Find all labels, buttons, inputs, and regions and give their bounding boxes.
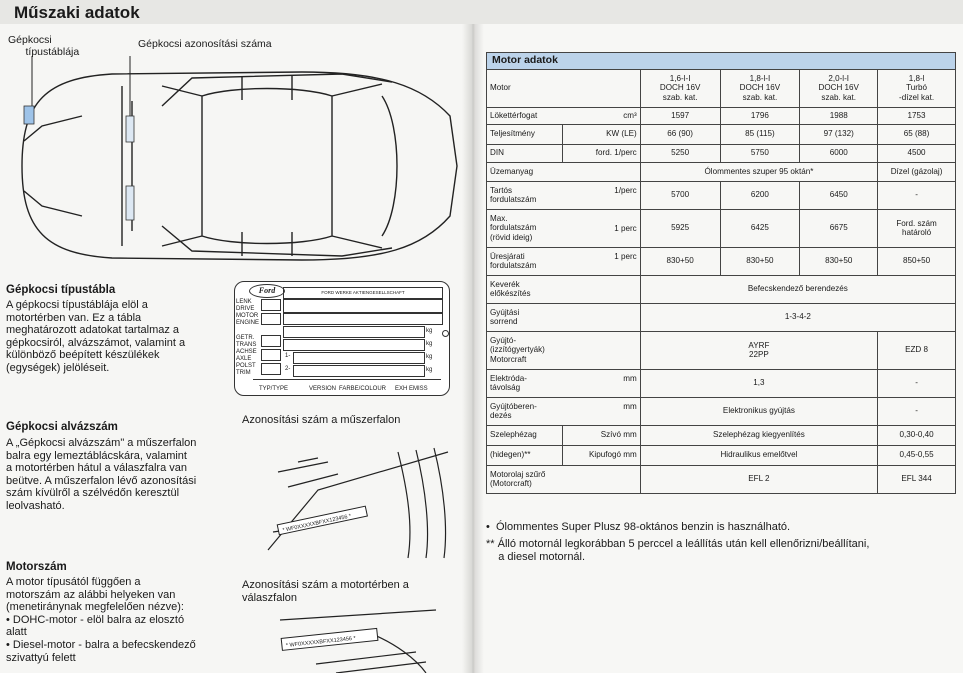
table-cell: Befecskendező berendezés <box>640 275 955 303</box>
table-cell: 1988 <box>800 107 878 124</box>
row-valve-cold-label: (hidegen)** <box>487 445 563 465</box>
table-cell: 830+50 <box>640 247 720 275</box>
row-valve-intake-unit: Szívó mm <box>562 425 640 445</box>
row-valve-clearance-label: Szelephézag <box>487 425 563 445</box>
plate-kg-1: kg <box>426 328 433 334</box>
plate-row-trim: POLST TRIM <box>236 363 256 376</box>
row-motor-label: Motor <box>487 69 641 107</box>
row-continuous-rpm-label: Tartós fordulatszám <box>490 185 537 205</box>
row-valve-exhaust-unit: Kipufogó mm <box>562 445 640 465</box>
vin-label: Gépkocsi azonosítási száma <box>138 38 272 50</box>
plate-kg-3: kg <box>426 354 433 360</box>
table-cell: 6000 <box>800 144 878 162</box>
table-cell: 66 (90) <box>640 124 720 144</box>
row-oil-filter-label: Motorolaj szűrő (Motorcraft) <box>487 465 641 493</box>
plate-footer-version: VERSION <box>309 386 337 392</box>
plate-rivet-icon <box>442 330 449 337</box>
plate-num-2: 2- <box>285 366 291 372</box>
table-cell: 4500 <box>878 144 956 162</box>
engine-col-4: 1,8-l Turbó -dízel kat. <box>878 69 956 107</box>
ford-logo: Ford <box>249 284 285 298</box>
row-max-rpm-label: Max. fordulatszám (rövid ideig) <box>490 213 537 242</box>
table-cell: 0,45-0,55 <box>878 445 956 465</box>
table-cell: - <box>878 181 956 209</box>
engine-col-1: 1,6-l-I DOCH 16V szab. kat. <box>640 69 720 107</box>
row-fuel-label: Üzemanyag <box>487 162 641 181</box>
plate-row-axle: ACHSE AXLE <box>236 349 257 362</box>
dashboard-vin-sketch <box>258 432 458 562</box>
plate-num-1: 1- <box>285 353 291 359</box>
table-cell: 830+50 <box>800 247 878 275</box>
vin-marker <box>126 116 134 142</box>
footnote-valve-cont: a diesel motornál. <box>486 551 586 563</box>
table-cell: 6675 <box>800 209 878 247</box>
row-idle-rpm-unit: 1 perc <box>614 252 637 262</box>
table-cell: 1796 <box>720 107 800 124</box>
row-ignition-unit: mm <box>623 402 637 412</box>
table-cell: Szelephézag kiegyenlítés <box>640 425 877 445</box>
table-cell: 1597 <box>640 107 720 124</box>
vin-marker-lower <box>126 186 134 220</box>
engine-col-2: 1,8-l-I DOCH 16V szab. kat. <box>720 69 800 107</box>
footnote-fuel: • Ólommentes Super Plusz 98-oktános benzin is használható. <box>486 521 791 533</box>
section-text-engine-number: A motor típusától függően a motorszám az alábbi helyeken van (menetiránynak megfelelően nézve): • DOHC-motor - elöl balra az elosztó alatt • Diesel-motor - balra a befecskendező szivattyú felett <box>6 576 196 664</box>
footnote-valve: ** Álló motornál legkorábban 5 perccel a leállítás után kell ellenőrizni/beállítani, <box>486 538 870 550</box>
caption-bulkhead-vin: Azonosítási szám a motortérben a válaszfalon <box>242 579 409 604</box>
plate-header: FORD WERKE AKTIENGESELLSCHAFT <box>283 287 443 299</box>
table-cell: Elektronikus gyújtás <box>640 397 877 425</box>
bulkhead-vin-sketch <box>276 604 460 673</box>
table-cell: Hidraulikus emelőtvel <box>640 445 877 465</box>
nameplate-label: Gépkocsi típustáblája <box>8 34 80 58</box>
table-cell: 5750 <box>720 144 800 162</box>
car-top-view-diagram <box>2 56 462 266</box>
table-cell: 5700 <box>640 181 720 209</box>
nameplate-marker <box>24 106 34 124</box>
table-cell: Ford. szám határoló <box>878 209 956 247</box>
engine-data-table <box>486 52 956 494</box>
table-cell: 6425 <box>720 209 800 247</box>
table-cell: Dízel (gázolaj) <box>878 162 956 181</box>
svg-text:* WF0XXXXXBFXX123456 *: * WF0XXXXXBFXX123456 * <box>285 635 356 649</box>
plate-row-drive: LENK DRIVE <box>236 299 255 312</box>
engine-col-3: 2,0-l-I DOCH 16V szab. kat. <box>800 69 878 107</box>
section-title-engine-number: Motorszám <box>6 561 67 573</box>
section-text-nameplate: A gépkocsi típustáblája elöl a motortérben van. Ez a tábla meghatározott adatokat tartalmaz a gépkocsiról, alvázszámot, valamint a különböző beépített készülékek (egységek) jelöléseit. <box>6 299 186 374</box>
section-title-nameplate: Gépkocsi típustábla <box>6 284 116 296</box>
table-cell: 97 (132) <box>800 124 878 144</box>
table-cell: Ólommentes szuper 95 oktán* <box>640 162 877 181</box>
table-cell: 1,3 <box>640 369 877 397</box>
row-displacement-label: Lökettérfogat <box>490 110 538 120</box>
row-idle-rpm-label: Üresjárati fordulatszám <box>490 251 537 271</box>
table-cell: 5250 <box>640 144 720 162</box>
row-mixture-label: Keverék előkészítés <box>487 275 641 303</box>
row-electrode-gap-unit: mm <box>623 374 637 384</box>
row-din-unit: ford. 1/perc <box>562 144 640 162</box>
section-text-chassis: A „Gépkocsi alvázszám" a műszerfalon balra egy lemeztáblácskára, valamint a motortérben hátul a válaszfalra van beütve. A műszerfalon lévő azonosítási szám kívülről a szélvédőn keresztül leolvasható. <box>6 437 197 512</box>
row-continuous-rpm-unit: 1/perc <box>614 186 637 196</box>
table-cell: AYRF 22PP <box>640 331 877 369</box>
book-gutter <box>462 0 484 673</box>
page-title: Műszaki adatok <box>14 3 140 22</box>
plate-footer-colour: FARBE/COLOUR <box>339 386 387 392</box>
table-cell: 1-3-4-2 <box>640 303 955 331</box>
table-cell: EFL 2 <box>640 465 877 493</box>
plate-row-engine: MOTOR ENGINE <box>236 313 260 326</box>
table-cell: 0,30-0,40 <box>878 425 956 445</box>
table-cell: 830+50 <box>720 247 800 275</box>
row-firing-order-label: Gyújtási sorrend <box>487 303 641 331</box>
row-din-label: DIN <box>487 144 563 162</box>
table-cell: 5925 <box>640 209 720 247</box>
table-cell: 6200 <box>720 181 800 209</box>
row-power-label: Teljesítmény <box>487 124 563 144</box>
table-cell: EZD 8 <box>878 331 956 369</box>
row-max-rpm-unit: 1 perc <box>614 223 637 233</box>
type-plate-illustration <box>234 281 450 396</box>
table-cell: - <box>878 397 956 425</box>
plate-kg-2: kg <box>426 341 433 347</box>
table-cell: EFL 344 <box>878 465 956 493</box>
table-cell: 85 (115) <box>720 124 800 144</box>
caption-dashboard-vin: Azonosítási szám a műszerfalon <box>242 414 401 426</box>
row-displacement-unit: cm³ <box>623 110 637 120</box>
header-bar <box>0 0 963 24</box>
row-electrode-gap-label: Elektróda- távolság <box>490 373 527 393</box>
plate-footer-type: TYP/TYPE <box>259 386 289 392</box>
table-cell: - <box>878 369 956 397</box>
svg-text:* WF0XXXXXBFXX123456 *: * WF0XXXXXBFXX123456 * <box>281 513 352 534</box>
plate-kg-4: kg <box>426 367 433 373</box>
row-spark-plug-label: Gyújtó- (izzítógyertyák) Motorcraft <box>487 331 641 369</box>
section-title-chassis: Gépkocsi alvázszám <box>6 421 118 433</box>
plate-footer-emiss: EXH EMISS <box>395 386 428 392</box>
table-title: Motor adatok <box>487 53 956 70</box>
table-cell: 1753 <box>878 107 956 124</box>
table-cell: 850+50 <box>878 247 956 275</box>
plate-row-trans: GETR. TRANS <box>236 335 257 348</box>
row-power-unit: KW (LE) <box>562 124 640 144</box>
table-cell: 6450 <box>800 181 878 209</box>
row-ignition-label: Gyújtóberen- dezés <box>490 401 537 421</box>
table-cell: 65 (88) <box>878 124 956 144</box>
